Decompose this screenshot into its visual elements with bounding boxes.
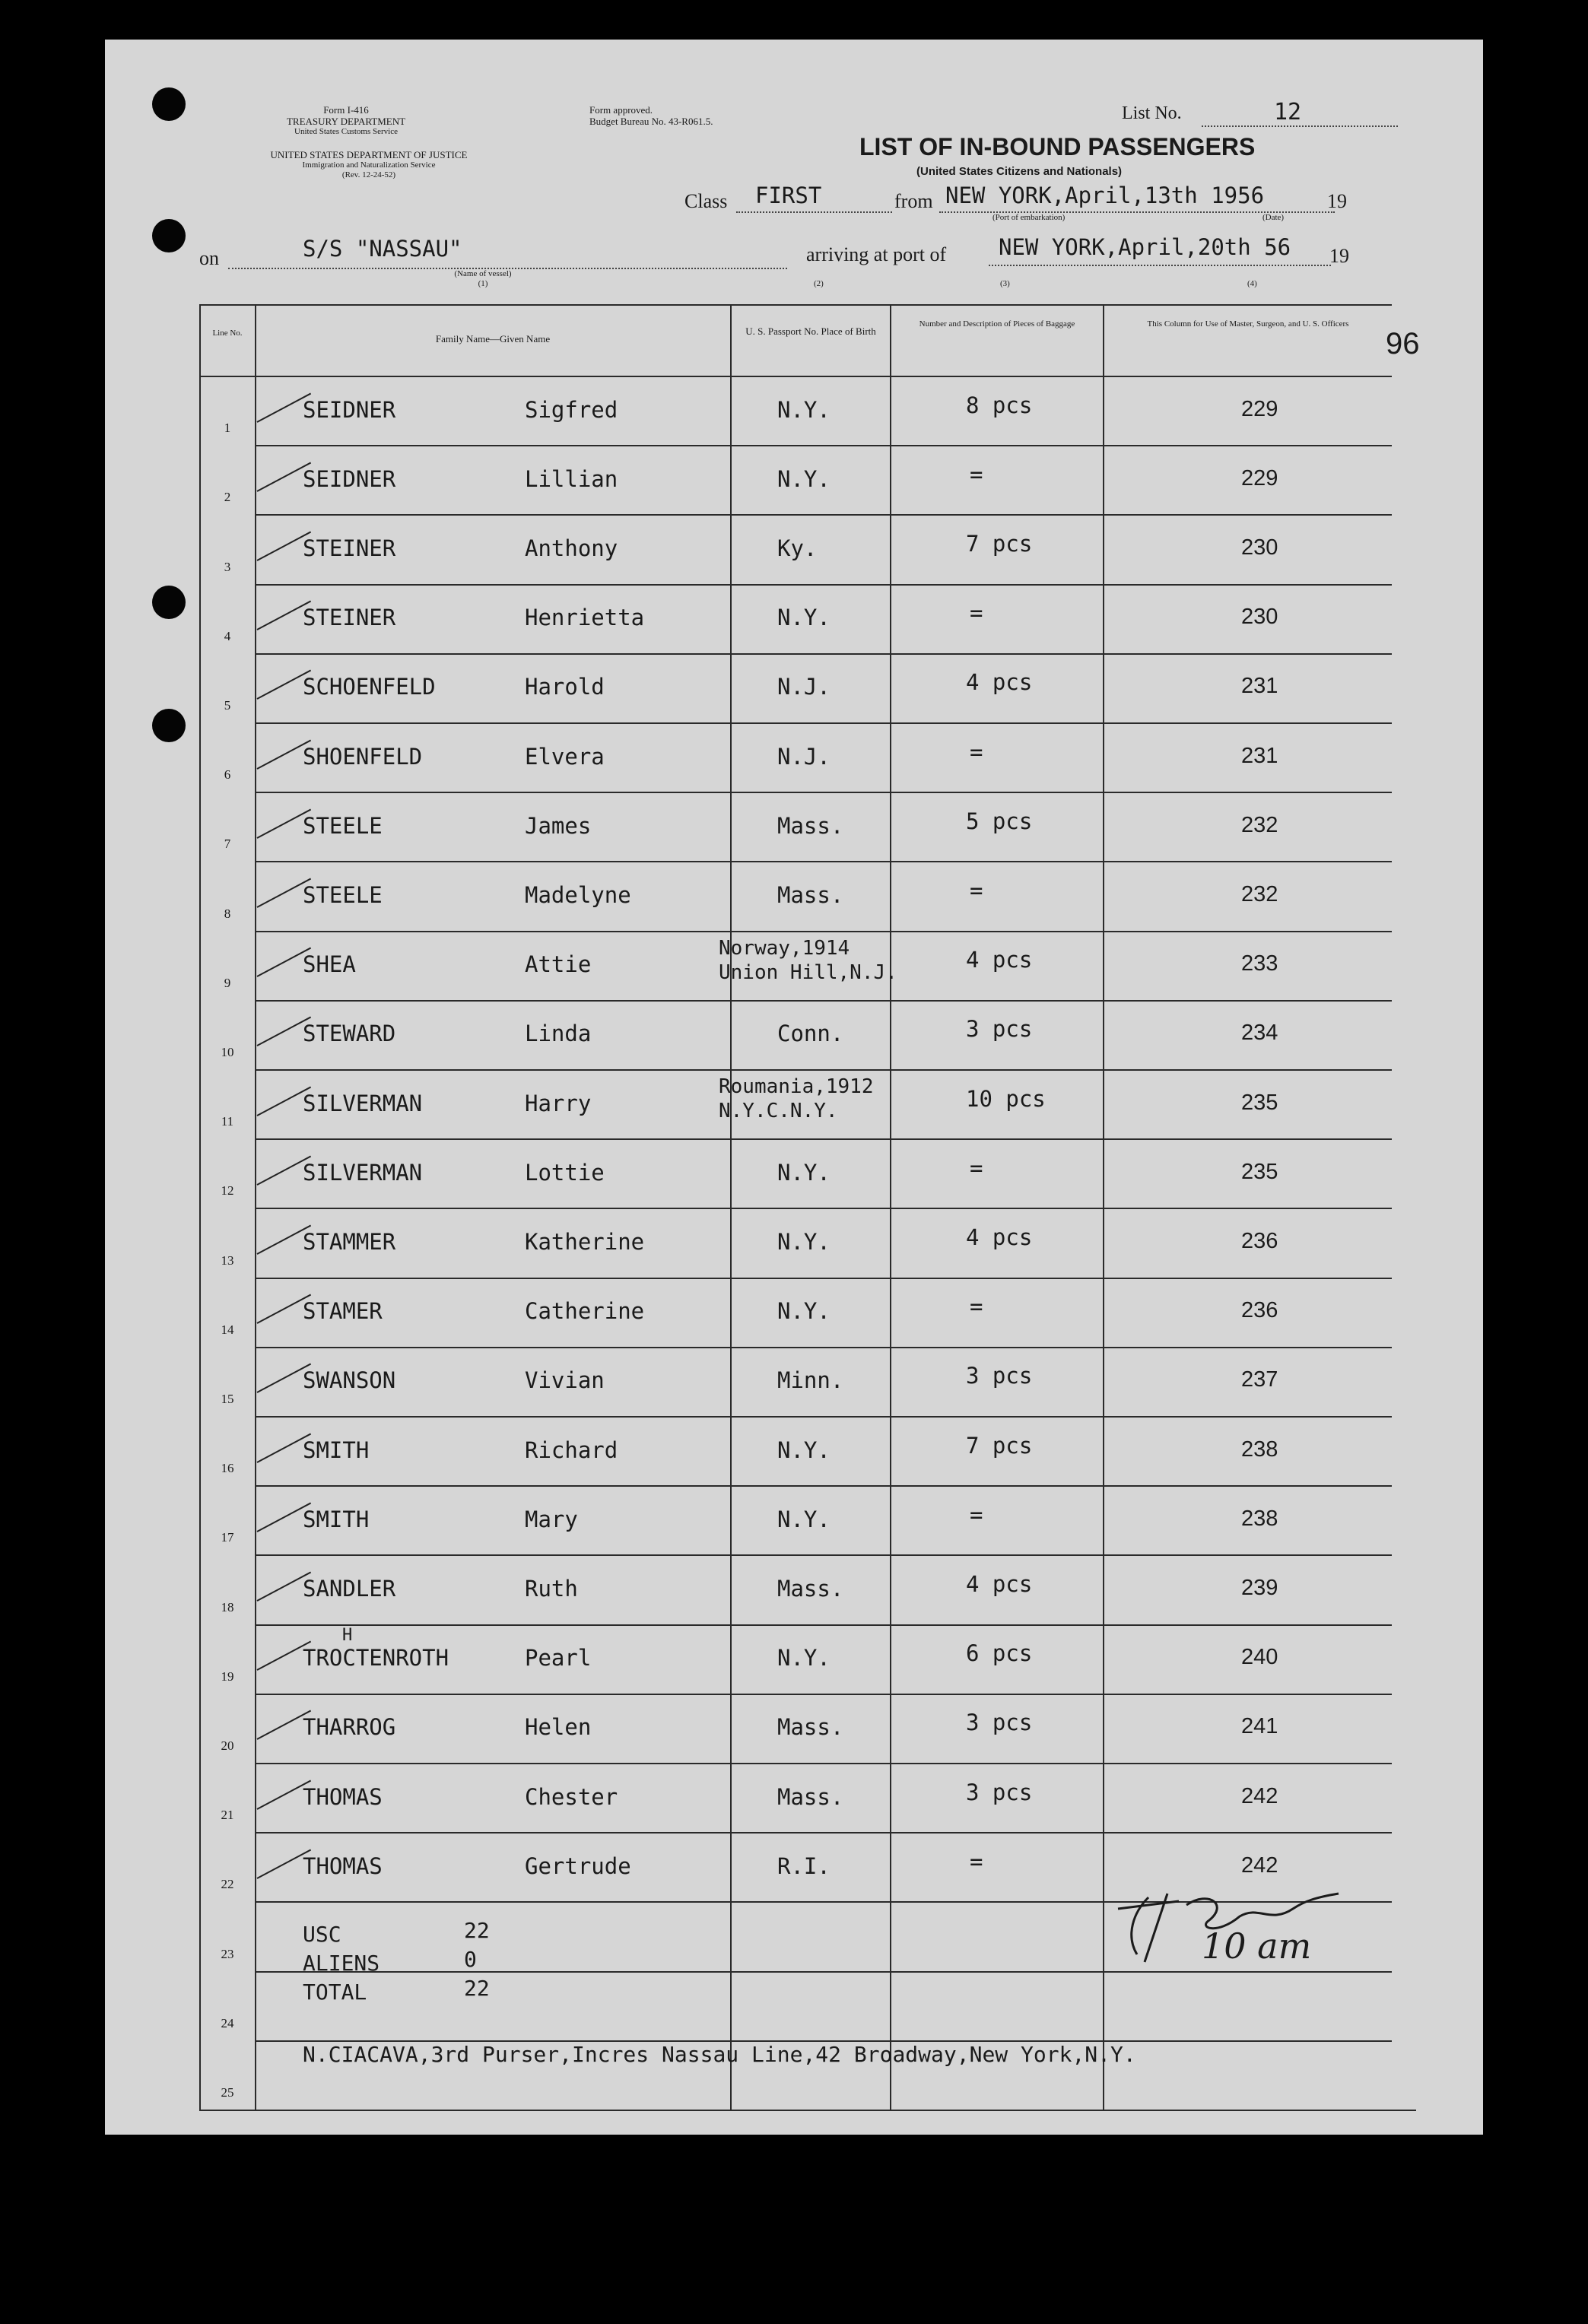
aliens-count: 0	[464, 1947, 477, 1972]
from-value: NEW YORK,April,13th 1956	[945, 183, 1265, 208]
row-divider	[255, 584, 1392, 586]
given-name: Lottie	[525, 1160, 605, 1186]
place-of-birth: N.Y.	[777, 1298, 831, 1324]
baggage-pieces: 3 pcs	[966, 1363, 1033, 1389]
row-divider	[255, 1000, 1392, 1002]
row-divider	[255, 653, 1392, 655]
vessel-label: (Name of vessel)	[454, 269, 512, 278]
family-name: SANDLER	[303, 1576, 396, 1602]
given-name: Linda	[525, 1021, 592, 1046]
row-divider	[255, 1208, 1392, 1209]
line-number: 22	[221, 1877, 234, 1891]
officer-number: 237	[1241, 1367, 1278, 1392]
family-name: SWANSON	[303, 1367, 396, 1393]
row-divider	[255, 2110, 1392, 2111]
line-number: 18	[221, 1600, 234, 1614]
baggage-pieces: =	[970, 1849, 983, 1875]
family-name: STEELE	[303, 813, 383, 839]
given-name: Sigfred	[525, 397, 618, 423]
officer-number: 236	[1241, 1298, 1278, 1322]
line-number: 2	[224, 490, 231, 504]
line-number: 20	[221, 1738, 234, 1753]
officer-number: 231	[1241, 674, 1278, 698]
line-number: 17	[221, 1530, 234, 1545]
line-number: 9	[224, 976, 231, 990]
family-name: SILVERMAN	[303, 1091, 423, 1116]
usc-count: 22	[464, 1918, 490, 1943]
baggage-pieces: 7 pcs	[966, 531, 1033, 557]
given-name: Elvera	[525, 744, 605, 770]
officer-number: 238	[1241, 1437, 1278, 1462]
family-name: THARROG	[303, 1714, 396, 1740]
place-of-birth: Mass.	[777, 1784, 844, 1810]
baggage-pieces: 4 pcs	[966, 669, 1033, 695]
officer-number: 233	[1241, 951, 1278, 976]
place-of-birth: N.Y.	[777, 397, 831, 423]
officer-number: 235	[1241, 1160, 1278, 1184]
officer-number: 242	[1241, 1853, 1278, 1878]
baggage-pieces: 4 pcs	[966, 1224, 1033, 1250]
baggage-pieces: 6 pcs	[966, 1640, 1033, 1666]
revision: (Rev. 12-24-52)	[341, 170, 396, 179]
row-divider	[255, 1832, 1392, 1833]
officer-number: 241	[1241, 1714, 1278, 1738]
line-number: 15	[221, 1392, 234, 1406]
place-of-birth: Conn.	[777, 1021, 844, 1046]
page-subtitle: (United States Citizens and Nationals)	[916, 165, 1123, 178]
line-number: 24	[221, 2016, 234, 2030]
given-name: Chester	[525, 1784, 618, 1810]
place-of-birth: Mass.	[777, 813, 844, 839]
punch-hole	[152, 87, 186, 121]
punch-hole	[152, 586, 186, 619]
given-name: Lillian	[525, 466, 618, 492]
family-name: STEINER	[303, 535, 396, 561]
column-header-officers: This Column for Use of Master, Surgeon, and U. S. Officers	[1147, 319, 1349, 329]
baggage-pieces: =	[970, 462, 983, 487]
customs-service: United States Customs Service	[294, 127, 398, 136]
row-divider	[255, 1485, 1392, 1487]
treasury-dept: TREASURY DEPARTMENT	[286, 116, 406, 127]
given-name: Catherine	[525, 1298, 645, 1324]
family-name: SEIDNER	[303, 466, 396, 492]
family-name: STEELE	[303, 882, 383, 908]
column-number-4: (4)	[1247, 279, 1257, 288]
given-name: Attie	[525, 951, 592, 977]
family-name: THOMAS	[303, 1784, 383, 1810]
column-number-2: (2)	[814, 279, 824, 288]
family-name: STEINER	[303, 605, 396, 630]
column-header-line-no: Line No.	[212, 329, 243, 338]
column-header-passport: U. S. Passport No. Place of Birth	[745, 325, 876, 337]
officer-number: 234	[1241, 1021, 1278, 1045]
place-of-birth: Mass.	[777, 882, 844, 908]
family-name: STAMER	[303, 1298, 383, 1324]
line-number: 21	[221, 1808, 234, 1822]
place-of-birth: Mass.	[777, 1714, 844, 1740]
family-name: SHOENFELD	[303, 744, 423, 770]
page-title: LIST OF IN-BOUND PASSENGERS	[859, 133, 1256, 160]
given-name: James	[525, 813, 592, 839]
place-of-birth: N.Y.	[777, 1506, 831, 1532]
line-number: 14	[221, 1322, 234, 1337]
column-header-baggage: Number and Description of Pieces of Baggage	[919, 319, 1075, 329]
family-name: SMITH	[303, 1437, 370, 1463]
usc-label: USC	[303, 1922, 341, 1947]
place-of-birth: N.Y.	[777, 1160, 831, 1186]
officer-number: 229	[1241, 466, 1278, 491]
line-number: 8	[224, 906, 231, 921]
given-name: Vivian	[525, 1367, 605, 1393]
arriving-year: 19	[1329, 245, 1349, 267]
place-of-birth: Roumania,1912	[719, 1075, 874, 1098]
place-of-birth: Ky.	[777, 535, 818, 561]
line-number: 4	[224, 629, 231, 643]
baggage-pieces: =	[970, 1294, 983, 1319]
baggage-pieces: =	[970, 739, 983, 765]
column-number-3: (3)	[1000, 279, 1010, 288]
row-divider	[255, 792, 1392, 793]
given-name: Henrietta	[525, 605, 645, 630]
officer-number: 230	[1241, 535, 1278, 560]
place-of-birth: Norway,1914	[719, 937, 850, 960]
row-divider	[255, 1138, 1392, 1140]
row-divider	[255, 514, 1392, 516]
class-value: FIRST	[755, 183, 822, 208]
given-name: Harold	[525, 674, 605, 700]
aliens-label: ALIENS	[303, 1951, 380, 1976]
list-number: 12	[1274, 99, 1302, 125]
row-divider	[255, 1069, 1392, 1071]
page-number: 96	[1386, 327, 1420, 360]
place-of-birth: N.J.	[777, 674, 831, 700]
baggage-pieces: 3 pcs	[966, 1016, 1033, 1042]
officer-number: 229	[1241, 397, 1278, 421]
column-number-1: (1)	[478, 279, 488, 288]
total-count: 22	[464, 1976, 490, 2001]
officer-number: 231	[1241, 744, 1278, 768]
row-divider	[255, 1694, 1392, 1695]
given-name: Helen	[525, 1714, 592, 1740]
punch-hole	[152, 219, 186, 252]
officer-number: 232	[1241, 813, 1278, 837]
line-number: 3	[224, 560, 231, 574]
officer-number: 242	[1241, 1784, 1278, 1808]
place-of-birth: Minn.	[777, 1367, 844, 1393]
given-name: Gertrude	[525, 1853, 631, 1879]
officer-number: 230	[1241, 605, 1278, 629]
baggage-pieces: 4 pcs	[966, 947, 1033, 973]
family-name: STAMMER	[303, 1229, 396, 1255]
form-number: Form I-416	[323, 104, 369, 116]
place-of-birth: N.Y.	[777, 1437, 831, 1463]
given-name: Ruth	[525, 1576, 578, 1602]
vessel-name: S/S "NASSAU"	[303, 236, 462, 262]
list-no-label: List No.	[1122, 103, 1182, 123]
place-of-birth: N.Y.	[777, 466, 831, 492]
baggage-pieces: =	[970, 600, 983, 626]
budget-bureau: Budget Bureau No. 43-R061.5.	[589, 116, 713, 127]
baggage-pieces: 8 pcs	[966, 392, 1033, 418]
row-divider	[255, 1763, 1392, 1764]
baggage-pieces: =	[970, 1155, 983, 1181]
line-number: 11	[221, 1114, 234, 1129]
place-of-birth-line2: N.Y.C.N.Y.	[719, 1100, 838, 1122]
place-of-birth: N.J.	[777, 744, 831, 770]
baggage-pieces: 7 pcs	[966, 1433, 1033, 1459]
line-number: 10	[221, 1045, 234, 1059]
signature-time: 10 am	[1202, 1926, 1312, 1967]
line-number: 13	[221, 1253, 234, 1268]
officer-number: 238	[1241, 1506, 1278, 1531]
justice-dept: UNITED STATES DEPARTMENT OF JUSTICE	[270, 149, 468, 160]
baggage-pieces: 10 pcs	[966, 1086, 1046, 1112]
from-label: from	[894, 190, 933, 212]
given-name: Madelyne	[525, 882, 631, 908]
port-embarkation-label: (Port of embarkation)	[992, 213, 1066, 222]
family-name: SEIDNER	[303, 397, 396, 423]
year-prefix: 19	[1327, 190, 1347, 212]
row-divider	[255, 1624, 1392, 1626]
row-divider	[255, 931, 1392, 932]
family-name: SILVERMAN	[303, 1160, 423, 1186]
line-number: 1	[224, 421, 231, 435]
given-name: Richard	[525, 1437, 618, 1463]
officer-signature	[1095, 1882, 1354, 1973]
ins-service: Immigration and Naturalization Service	[302, 160, 436, 170]
arriving-value: NEW YORK,April,20th 56	[999, 234, 1291, 260]
row19-annotation: H	[342, 1626, 353, 1645]
row-divider	[255, 861, 1392, 862]
on-label: on	[199, 247, 219, 269]
officer-number: 240	[1241, 1645, 1278, 1669]
family-name: SMITH	[303, 1506, 370, 1532]
total-label: TOTAL	[303, 1980, 367, 2005]
line-number: 25	[221, 2085, 234, 2100]
arriving-label: arriving at port of	[806, 243, 947, 265]
place-of-birth: R.I.	[777, 1853, 831, 1879]
line-number: 5	[224, 698, 231, 713]
baggage-pieces: =	[970, 878, 983, 903]
family-name: TROCTENROTH	[303, 1645, 449, 1671]
line-number: 6	[224, 767, 231, 782]
form-approved: Form approved.	[589, 104, 653, 116]
row-divider	[255, 1554, 1392, 1556]
given-name: Harry	[525, 1091, 592, 1116]
given-name: Mary	[525, 1506, 578, 1532]
family-name: SCHOENFELD	[303, 674, 436, 700]
place-of-birth-line2: Union Hill,N.J.	[719, 961, 897, 984]
given-name: Katherine	[525, 1229, 645, 1255]
row-divider	[255, 1416, 1392, 1418]
row-divider	[255, 445, 1392, 446]
column-header-name: Family Name—Given Name	[435, 333, 551, 344]
given-name: Pearl	[525, 1645, 592, 1671]
row-divider	[255, 1278, 1392, 1279]
place-of-birth: N.Y.	[777, 1645, 831, 1671]
officer-number: 235	[1241, 1091, 1278, 1115]
baggage-pieces: 3 pcs	[966, 1780, 1033, 1805]
line-number: 12	[221, 1183, 234, 1198]
purser-line: N.CIACAVA,3rd Purser,Incres Nassau Line,42 Broadway,New York,N.Y.	[303, 2042, 1136, 2067]
baggage-pieces: =	[970, 1502, 983, 1528]
family-name: SHEA	[303, 951, 356, 977]
place-of-birth: N.Y.	[777, 605, 831, 630]
place-of-birth: Mass.	[777, 1576, 844, 1602]
class-label: Class	[684, 190, 728, 212]
baggage-pieces: 4 pcs	[966, 1571, 1033, 1597]
line-number: 16	[221, 1461, 234, 1475]
row-divider	[255, 722, 1392, 724]
line-number: 7	[224, 837, 231, 851]
baggage-pieces: 3 pcs	[966, 1710, 1033, 1735]
baggage-pieces: 5 pcs	[966, 808, 1033, 834]
family-name: THOMAS	[303, 1853, 383, 1879]
officer-number: 232	[1241, 882, 1278, 906]
place-of-birth: N.Y.	[777, 1229, 831, 1255]
row-divider	[255, 1347, 1392, 1348]
punch-hole	[152, 709, 186, 742]
family-name: STEWARD	[303, 1021, 396, 1046]
line-number: 23	[221, 1947, 234, 1961]
officer-number: 239	[1241, 1576, 1278, 1600]
line-number: 19	[221, 1669, 234, 1684]
officer-number: 236	[1241, 1229, 1278, 1253]
given-name: Anthony	[525, 535, 618, 561]
date-label: (Date)	[1262, 213, 1285, 222]
